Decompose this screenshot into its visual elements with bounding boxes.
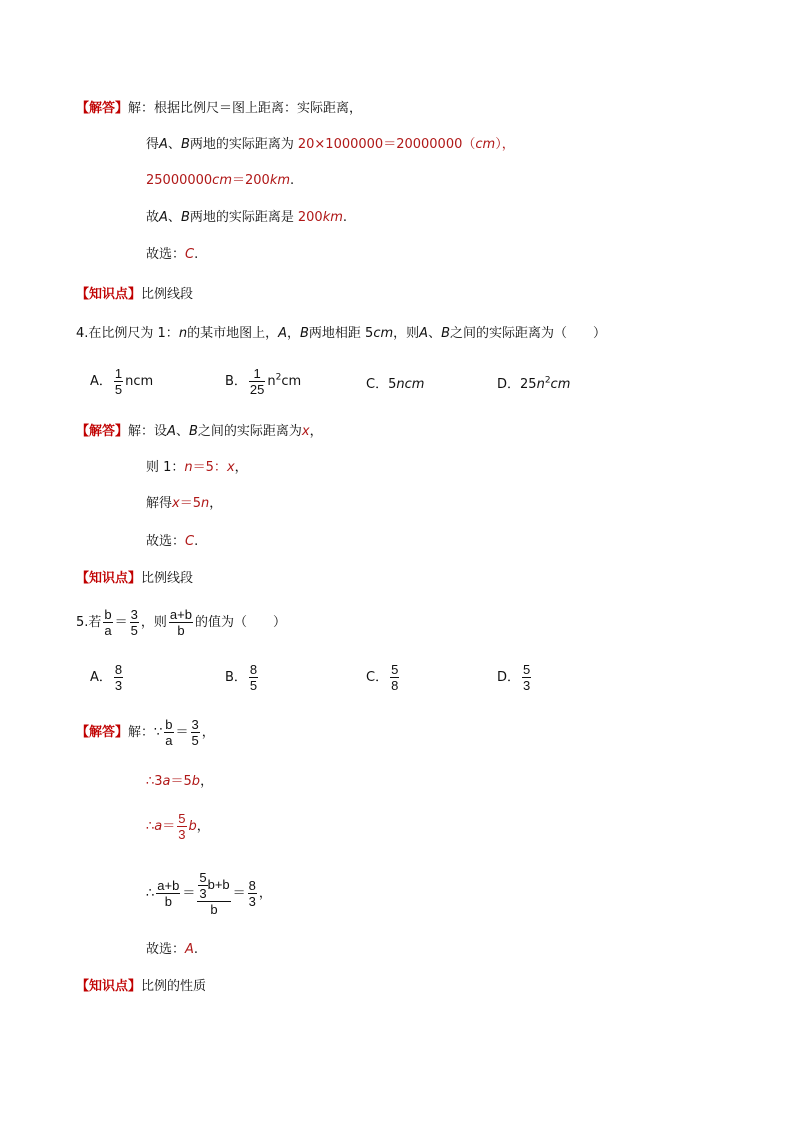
fraction: $\frac{5}{8}$	[391, 662, 399, 693]
q4-knowledge-point: 【知识点】比例线段	[76, 571, 194, 586]
inner-fraction: $\frac{5}{3}$	[199, 870, 207, 901]
knowledge-tag: 【知识点】	[76, 287, 142, 302]
compound-fraction: $\frac{5}{3}$ b+b b	[199, 870, 230, 917]
fraction: $\frac{8}{3}$	[248, 878, 256, 909]
fraction: $\frac{b}{a}$	[104, 607, 112, 638]
q4-option-c: C．5ncm	[366, 377, 425, 392]
q3-solution-line-1: 【解答】解：根据比例尺＝图上距离：实际距离，	[76, 101, 363, 116]
q5-knowledge-point: 【知识点】比例的性质	[76, 979, 207, 994]
q4-option-b: B． $\frac{1}{25}$ $n^2cm$	[225, 366, 302, 397]
fraction: $\frac{3}{5}$	[191, 717, 199, 748]
fraction: $\frac{a+b}{b}$	[169, 607, 192, 638]
q4-solution-line-4: 故选：C.	[146, 534, 199, 549]
q4-option-d: D．$25n^2cm$	[497, 375, 571, 392]
fraction: $\frac{8}{5}$	[249, 662, 258, 693]
q4-stem: 4.在比例尺为 1：n的某市地图上，A，B两地相距 5cm，则A、B之间的实际距离为（ ）	[76, 326, 607, 341]
q5-option-b: B． $\frac{8}{5}$	[225, 662, 258, 693]
q3-solution-line-4: 故A、B两地的实际距离是 200km.	[146, 210, 348, 225]
q5-solution-line-2: ∴3a＝5b，	[146, 774, 214, 789]
q5-stem: 5.若 $\frac{b}{a}$ ＝ $\frac{3}{5}$ ，则 $\frac{a+b}{b}$ 的值为（ ）	[76, 607, 286, 638]
answer-tag: 【解答】	[76, 725, 129, 740]
q3-knowledge-point: 【知识点】比例线段	[76, 287, 194, 302]
q5-solution-line-3: ∴a＝ $\frac{5}{3}$ b，	[146, 811, 210, 842]
q5-solution-line-4: ∴ $\frac{a+b}{b}$ ＝ $\frac{5}{3}$ b+b b ＝ $\frac{8}{3}$ ，	[146, 870, 272, 917]
q5-option-a: A． $\frac{8}{3}$	[90, 662, 123, 693]
knowledge-tag: 【知识点】	[76, 979, 142, 994]
q5-solution-line-1: 【解答】解：∵ $\frac{b}{a}$ ＝ $\frac{3}{5}$ ，	[76, 717, 215, 748]
q3-solution-line-2: 得A、B两地的实际距离为 20×1000000＝20000000（cm），	[146, 137, 515, 152]
knowledge-tag: 【知识点】	[76, 571, 142, 586]
fraction: $\frac{5}{3}$	[178, 811, 186, 842]
fraction: $\frac{5}{3}$	[523, 662, 531, 693]
q5-option-d: D． $\frac{5}{3}$	[497, 662, 531, 693]
q5-option-c: C． $\frac{5}{8}$	[366, 662, 399, 693]
q4-option-a: A． $\frac{1}{5}$ ncm	[90, 366, 154, 397]
q5-solution-line-5: 故选：A.	[146, 942, 199, 957]
q4-solution-line-2: 则 1：n＝5：x，	[146, 460, 248, 475]
q3-solution-line-3: 25000000cm＝200km.	[146, 173, 295, 188]
fraction: $\frac{1}{25}$	[249, 366, 265, 397]
fraction: $\frac{1}{5}$	[114, 366, 123, 397]
q4-solution-line-3: 解得x＝5n，	[146, 496, 223, 511]
fraction: $\frac{a+b}{b}$	[157, 878, 180, 909]
answer-tag: 【解答】	[76, 101, 129, 116]
fraction: $\frac{8}{3}$	[114, 662, 123, 693]
q4-solution-line-1: 【解答】解：设A、B之间的实际距离为x，	[76, 424, 323, 439]
fraction: $\frac{b}{a}$	[165, 717, 173, 748]
answer-tag: 【解答】	[76, 424, 129, 439]
fraction: $\frac{3}{5}$	[130, 607, 138, 638]
q3-solution-line-5: 故选：C.	[146, 247, 199, 262]
